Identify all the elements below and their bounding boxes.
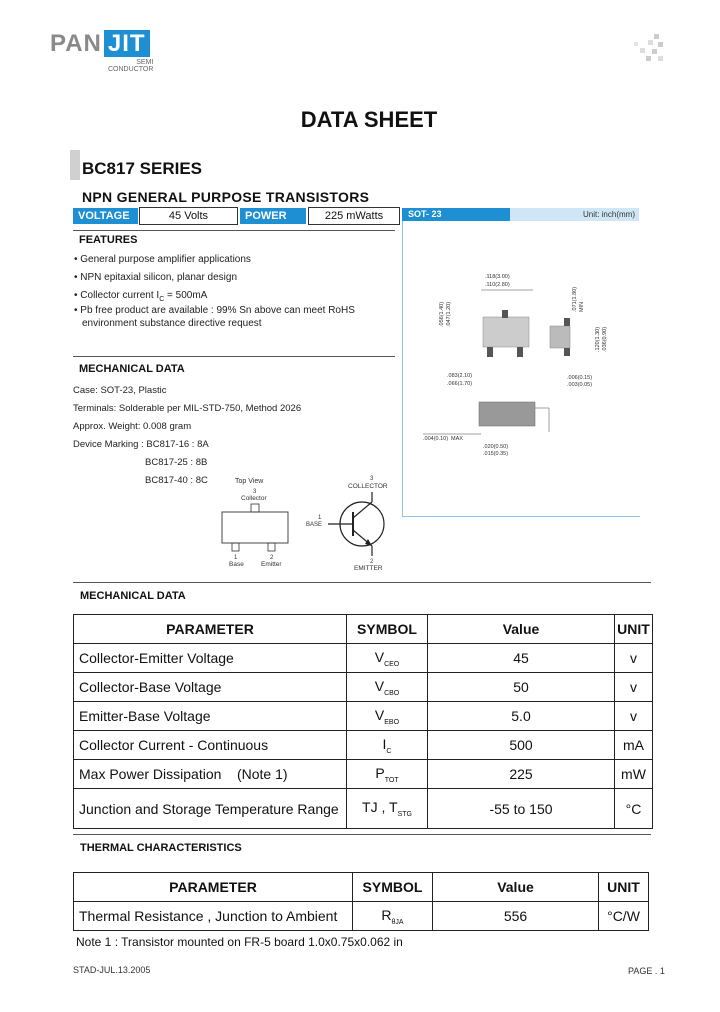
dim-label: .006(0.15)	[567, 375, 593, 381]
table1-divider	[73, 582, 651, 583]
symbol-sub: CEO	[384, 660, 400, 668]
mech-line: BC817-40 : 8C	[145, 475, 208, 486]
footer-page: PAGE . 1	[628, 966, 665, 976]
table-row	[74, 760, 653, 789]
table1-heading: MECHANICAL DATA	[80, 590, 186, 602]
symbol-cell	[347, 789, 428, 829]
package-drawing	[403, 222, 639, 514]
voltage-label: VOLTAGE	[73, 208, 138, 224]
table-row	[74, 673, 653, 702]
document-title: DATA SHEET	[300, 107, 438, 132]
table-row	[74, 702, 653, 731]
power-value: 225 mWatts	[308, 207, 400, 225]
feature-item: • NPN epitaxial silicon, planar design	[74, 272, 238, 283]
pinout-diagram	[210, 472, 400, 572]
symbol-main: R	[381, 906, 392, 923]
dim-label: .066(1.70)	[447, 381, 473, 387]
voltage-value: 45 Volts	[139, 207, 238, 225]
unit-cell: v	[615, 673, 653, 702]
symbol-main: TJ , T	[362, 799, 398, 816]
symbol-cell	[347, 673, 428, 702]
feature-item: • Collector current $I_C = 500mA$	[74, 290, 208, 303]
package-name: SOT- 23	[402, 208, 510, 221]
series-marker	[70, 150, 80, 180]
symbol-cell	[347, 702, 428, 731]
pin1-label: 1	[234, 555, 238, 561]
value-cell: 556	[433, 902, 599, 931]
product-subtitle: NPN GENERAL PURPOSE TRANSISTORS	[82, 189, 370, 205]
value-cell: 500	[428, 731, 615, 760]
logo-jit: JIT	[104, 30, 150, 57]
dim-label: .071(1.80)	[572, 286, 578, 312]
dim-label: .020(0.50)	[483, 444, 509, 450]
logo-subtitle	[108, 59, 153, 73]
series-name: BC817 SERIES	[82, 159, 202, 178]
features-divider	[73, 230, 395, 231]
value-cell: -55 to 150	[428, 789, 615, 829]
sym-pin3-label: 3	[370, 476, 374, 482]
header-parameter: PARAMETER	[74, 615, 347, 644]
dim-label: .015(0.35)	[483, 451, 509, 457]
mech-line: Device Marking : BC817-16 : 8A	[73, 439, 209, 450]
symbol-sub: C	[386, 747, 392, 755]
pin3-label: 3	[253, 489, 257, 495]
mech-heading: MECHANICAL DATA	[79, 363, 185, 375]
value-cell: 5.0	[428, 702, 615, 731]
corner-dots-icon	[634, 34, 664, 64]
package-unit: Unit: inch(mm)	[510, 208, 639, 221]
symbol-cell	[347, 644, 428, 673]
dim-label: MIN	[579, 301, 585, 312]
collector-label: Collector	[241, 495, 267, 502]
symbol-main: V	[374, 706, 385, 723]
unit-cell: v	[615, 702, 653, 731]
table-row	[74, 731, 653, 760]
sym-pin1-label: 1	[318, 515, 322, 521]
table-row	[74, 644, 653, 673]
dim-label: .110(2.80)	[485, 282, 510, 288]
dim-label: .047(1.20)	[446, 301, 452, 327]
footnote: Note 1 : Transistor mounted on FR-5 board 1.0x0.75x0.062 in	[76, 935, 403, 949]
unit-cell: °C	[615, 789, 653, 829]
emitter-label: Emitter	[261, 561, 282, 568]
symbol-sub: EBO	[384, 718, 400, 726]
dim-label: .056(1.40)	[439, 301, 445, 327]
symbol-cell	[347, 760, 428, 789]
param-cell: Emitter-Base Voltage	[74, 702, 347, 731]
unit-cell: v	[615, 644, 653, 673]
feature-text: Collector current I	[80, 290, 160, 301]
dim-label: .036(0.90)	[602, 326, 608, 352]
logo-sub-semi: SEMI	[136, 59, 154, 66]
param-cell: Thermal Resistance , Junction to Ambient	[74, 902, 353, 931]
feature-item: • General purpose amplifier applications	[74, 254, 251, 265]
table-header-row	[74, 615, 653, 644]
param-cell: Collector-Emitter Voltage	[74, 644, 347, 673]
features-heading: FEATURES	[79, 234, 138, 246]
dim-label: .120(1.30)	[595, 326, 601, 352]
logo-sub-conductor: CONDUCTOR	[108, 66, 154, 73]
symbol-sub: STG	[397, 810, 412, 818]
mech-line: BC817-25 : 8B	[145, 457, 208, 468]
table-row	[74, 789, 653, 829]
value-cell: 225	[428, 760, 615, 789]
header-symbol: SYMBOL	[353, 873, 433, 902]
footer-date: STAD-JUL.13.2005	[73, 965, 151, 975]
unit-cell: mW	[615, 760, 653, 789]
symbol-sub: TOT	[384, 776, 399, 784]
power-label: POWER	[240, 208, 306, 224]
value-cell: 50	[428, 673, 615, 702]
dim-label: MAX	[451, 436, 463, 442]
mech-line: Terminals: Solderable per MIL-STD-750, Method 2026	[73, 403, 302, 414]
symbol-main: V	[374, 648, 385, 665]
symbol-cell	[347, 731, 428, 760]
logo-pan: PAN	[50, 30, 102, 57]
symbol-sub: CBO	[384, 689, 400, 697]
symbol-cell	[353, 902, 433, 931]
unit-cell: mA	[615, 731, 653, 760]
table2-heading: THERMAL CHARACTERISTICS	[80, 842, 242, 854]
header-symbol: SYMBOL	[347, 615, 428, 644]
feature-text: Pb free product are available : 99% Sn above can meet RoHS	[80, 305, 355, 316]
feature-text-tail: = 500mA	[164, 290, 208, 301]
electrical-table	[73, 614, 653, 829]
param-cell: Junction and Storage Temperature Range	[74, 789, 347, 829]
symbol-sub: θJA	[391, 918, 404, 926]
dim-label: .083(2.10)	[447, 373, 473, 379]
header-unit: UNIT	[615, 615, 653, 644]
sym-collector-label: COLLECTOR	[348, 483, 388, 490]
sym-emitter-label: EMITTER	[354, 565, 383, 572]
mech-line: Case: SOT-23, Plastic	[73, 385, 167, 396]
header-unit: UNIT	[599, 873, 649, 902]
dim-label: .003(0.05)	[567, 382, 593, 388]
param-cell: Max Power Dissipation (Note 1)	[74, 760, 347, 789]
top-view-label: Top View	[235, 478, 264, 485]
dim-label: .118(3.00)	[485, 274, 510, 280]
feature-text: NPN epitaxial silicon, planar design	[80, 272, 238, 283]
mech-line: Approx. Weight: 0.008 gram	[73, 421, 192, 432]
pin2-label: 2	[270, 555, 274, 561]
table-header-row	[74, 873, 649, 902]
symbol-main: V	[374, 677, 385, 694]
table-row	[74, 902, 649, 931]
feature-text: environment substance directive request	[82, 318, 262, 329]
company-logo	[50, 30, 150, 58]
header-value: Value	[428, 615, 615, 644]
sym-pin2-label: 2	[370, 559, 374, 565]
table2-divider	[73, 834, 651, 835]
symbol-main: I	[382, 735, 387, 752]
symbol-main: P	[375, 764, 385, 781]
base-label: Base	[229, 561, 244, 568]
sym-base-label: BASE	[306, 522, 323, 528]
feature-text: General purpose amplifier applications	[80, 254, 251, 265]
mech-divider	[73, 356, 395, 357]
param-cell: Collector-Base Voltage	[74, 673, 347, 702]
thermal-table	[73, 872, 649, 931]
header-value: Value	[433, 873, 599, 902]
value-cell: 45	[428, 644, 615, 673]
unit-cell: °C/W	[599, 902, 649, 931]
dim-label: .004(0.10)	[423, 436, 449, 442]
feature-item: • Pb free product are available : 99% Sn above can meet RoHS	[74, 305, 355, 316]
param-cell: Collector Current - Continuous	[74, 731, 347, 760]
feature-sub: C	[159, 296, 165, 303]
header-parameter: PARAMETER	[74, 873, 353, 902]
